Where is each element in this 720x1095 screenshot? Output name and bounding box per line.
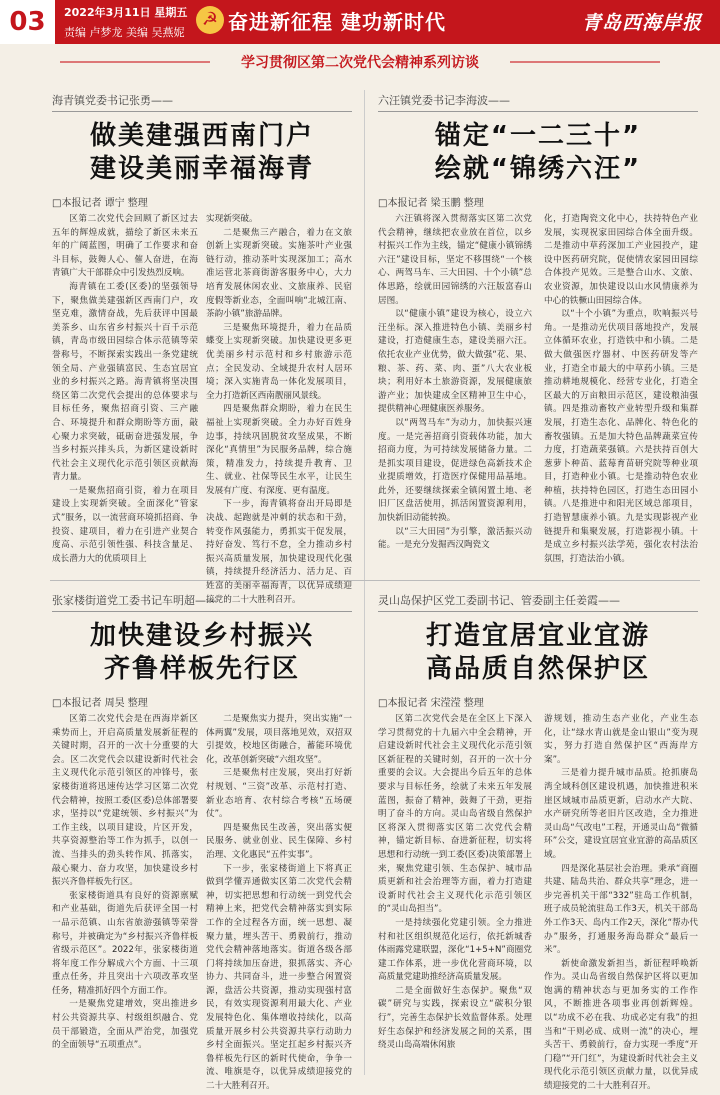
article-zhangjialou	[52, 592, 352, 1092]
body-column-2	[544, 213, 698, 566]
article-byline: □本报记者 宋滢滢 整理	[378, 698, 484, 709]
headline-line-1: 加快建设乡村振兴	[89, 621, 314, 651]
paragraph: 二是聚焦三产融合，着力在文旅创新上实现新突破。实施茶叶产业强链行动，推动茶叶实现深加工；高水准运营北茶商街游客服务中心，大力培育发展休闲农业、文旅康养、民宿度假等新业态，全面叫响“北城江南、茶韵小镇”旅游品牌。	[206, 227, 352, 320]
paragraph: 以“十个小镇”为重点，吹响振兴号角。一是推动光伏项目落地投产，发展立体循环农业，打造铁中和小镇。二是做大做强医疗器材、中医药研发等产业，打造全市最大的中草药小镇。三是推动耕地规模化、经营专业化，打造全区最大的万亩粮田示范区，建设粮油强镇。四是推动畜牧产业转型升级和集群发展，打造生态化、品牌化、特色化的畜牧强镇。五是加大特色品牌蔬菜宣传力度，打造蔬菜强镇。六是扶持百创大葱萝卜种苗、蓝莓育苗研究院等种业项目，打造种业小镇。七是推动特色农业种植，扶持特色园区，打造生态田园小镇。八是推进中和阳光区域总部项目，打造智慧康养小镇。九是实现影视产业链提升和集聚发展，打造影视小镇。十是成立乡村振兴法学苑，强化农村法治氛围，打造法治小镇。	[544, 309, 698, 564]
article-headline	[378, 120, 698, 186]
article-kicker: 灵山岛保护区党工委副书记、管委副主任姜霞——	[378, 592, 698, 612]
paragraph: 三是着力提升城市品质。抢抓赓岛湾全域科创区建设机遇，加快推进积米崖区域城市品质更新，启动水产大院、水产研究所等老旧片区改造，全力推进灵山岛“气改电”工程，开通灵山岛“微循环”公交，建设宜居宜业宜游的高品质区域。	[544, 768, 698, 860]
article-body	[52, 713, 352, 1094]
paragraph: 下一步，海青镇将奋出开局即是决战、起跑就是冲刺的状态和干劲，转变作风强能力，勇抓实干促发展，持好奋发、笃行不怠，全力推动乡村振兴高质量发展，加快建设现代化强镇，持续提升经济活力、活力足、百姓富的美丽幸福海青，以优异成绩迎接党的二十大胜利召开。	[206, 499, 352, 605]
article-kicker: 海青镇党委书记张勇——	[52, 92, 352, 112]
headline-line-1: 做美建强西南门户	[89, 121, 314, 151]
body-column-1	[52, 713, 198, 1094]
paragraph: 区第二次党代会是在西海岸新区乘势而上，开启高质量发展新征程的关键时期，召开的一次十分重要的大会。区二次党代会以建设新时代社会主义现代化示范引领区的冲锋号，张家楼街道将迅速传达学习区第二次党代会精神，按照工委(区委)总体部署要求，坚持以“党建统领、乡村振兴”为工作主线，以项目建设，片区开发，共享资源整治等工作为抓手，以创一流、当排头的劲头转作风、抓落实，敲心聚力、奋力攻坚，加快建设乡村振兴齐鲁样板先行区。	[52, 714, 198, 888]
paragraph: 六汪镇将深入贯彻落实区第二次党代会精神，继续把农业放在首位，以乡村振兴工作为主线，锚定“健康小镇锦绣六汪”建设目标，坚定不移围绕“一个核心、两驾马车、三大田园、十个小镇”总体思路，绘就田园锦绣的六汪版富春山居图。	[378, 214, 532, 306]
paragraph: 一是聚焦招商引资，着力在项目建设上实现新突破。全面深化“管家式”服务，以一流营商环境抓招商、争投资、建项目，着力在引进产业契合度高、示范引领性强、科技含量足、成长潜力大的优质项目上	[52, 485, 198, 564]
article-body	[52, 213, 352, 607]
paragraph: 二是全面做好生态保护。聚焦“双碳”研究与实践，探索设立“碳积分银行”，完善生态保护长效监督体系。处理好生态保护和经济发展之间的关系，围绕灵山岛高端休闲旅	[378, 985, 532, 1051]
paragraph: 一是聚焦党建增效，突出推进乡村公共资源共享、村级组织融合、党员干部锻造，全面从严治党，加强党的全面领导“五项重点”。	[52, 999, 198, 1051]
headline-line-1: 打造宜居宜业宜游	[425, 621, 650, 651]
body-column-2	[206, 713, 352, 1094]
article-byline: □本报记者 谭宁 整理	[52, 198, 148, 209]
headline-line-2: 建设美丽幸福海青	[89, 154, 314, 184]
article-headline	[52, 620, 352, 686]
series-line-right	[510, 61, 660, 63]
body-column-1	[378, 713, 532, 1094]
page-number: 03	[0, 0, 58, 44]
article-kicker: 张家楼街道党工委书记车明超——	[52, 592, 352, 612]
paragraph: 四是深化基层社会治理。秉承“商圈共建、陆岛共治、群众共享”理念，进一步完善机关干部“332”驻岛工作机制，班子成员轮流驻岛工作3天，机关干部岛外工作3天、岛内工作2天，深化“帮办代办”服务，打通服务海岛群众“最后一米”。	[544, 863, 698, 956]
article-headline	[378, 620, 698, 686]
body-column-1	[378, 213, 532, 566]
paragraph: 以“三大田园”为引擎，激活振兴动能。一是充分发掘西汉陶瓷文	[378, 526, 532, 551]
newspaper-logo: 青岛西海岸报	[581, 12, 702, 34]
headline-line-2: 高品质自然保护区	[425, 654, 650, 684]
paragraph: 以“两驾马车”为动力，加快振兴速度。一是完善招商引资载体功能，加大招商力度，为可持续发展储备力量。二是抓实项目建设，促进绿色高新技术企业提质增效，打造医疗保健用品基地。此外，还要继续探索全镇闲置土地、老旧厂区盘活使用，抓活闲置资源利用，加快新旧动能转换。	[378, 417, 532, 524]
article-body	[378, 713, 698, 1094]
paragraph: 化，打造陶瓷文化中心，扶持特色产业发展，实现祝家田园综合体全面升级。二是推动中草药深加工产业园投产，建设中医药研究院，促使情农家园田园综合体投产见效。三是整合山水、文旅、农业资源，加快建设以山水风情康养为中心的铁橛山田园综合体。	[544, 214, 698, 306]
body-column-2	[206, 213, 352, 607]
paragraph: 下一步，张家楼街道上下将真正做到学懂弄通做实区第二次党代会精神，切实把思想和行动统一到党代会精神上来，把党代会精神落实到实际工作的全过程各方面，统一思想、凝聚力量，埋头苦干、勇毅前行，推动党代会精神落地落实。街道各级各部门将持续加压奋进，狠抓落实、齐心协力、共同奋斗，进一步整合闲置资源，盘活公共资源，推动实现强村富民，有效实现资源利用最大化、产业发展特色化、集体增收持续化，以高质量开展乡村公共资源共享行动助力乡村全面振兴。坚定扛起乡村振兴齐鲁样板先行区的新时代使命，争争一流、唯旗是夺，以优异成绩迎接党的二十大胜利召开。	[206, 863, 352, 1092]
article-byline: □本报记者 周昊 整理	[52, 698, 148, 709]
paragraph: 二是聚焦实力提升，突出实施“一体两翼”发展，项目落地见效，双招双引提效，校地区街融合，蓄能环境优化，改革创新突破“六组攻坚”。	[206, 714, 352, 765]
article-body	[378, 213, 698, 566]
paragraph: 一是持续强化党建引领。全力推进村和社区组织规范化运行，依托新城香体雨露党建联盟，深化“1+5+N”商圈党建工作体系，进一步优化营商环境，以高质量党建助推经济高质量发展。	[378, 917, 532, 983]
paragraph: 实现新突破。	[206, 214, 258, 224]
page-header	[0, 0, 720, 44]
body-column-2	[544, 713, 698, 1094]
page-slogan: 奋进新征程 建功新时代	[228, 10, 446, 34]
issue-date: 2022年3月11日 星期五	[64, 6, 188, 19]
article-lingshandao	[378, 592, 698, 1092]
series-title: 学习贯彻区第二次党代会精神系列访谈	[241, 55, 479, 71]
paragraph: 四是聚焦群众期盼，着力在民生福祉上实现新突破。全力办好百姓身边事，持续巩固脱贫攻坚成果，不断深化“真情里”为民服务品牌，综合施策，精准发力，持续提升教育、卫生、就业、社保等民生水平，让民生发展有广度、有深度、更有温度。	[206, 404, 352, 496]
paragraph: 张家楼街道具有良好的资源禀赋和产业基础，街道先后获评全国一村一品示范镇、山东省旅游强镇等荣誉称号，并被确定为“乡村振兴齐鲁样板省级示范区”。2022年，张家楼街道将年度工作分解成六个方面、十三项重点任务，并且突出十六项改革攻坚任务，精准抓好四个方面工作。	[52, 890, 198, 996]
paragraph: 以“健康小镇”建设为核心，设立六汪坐标。深入推进特色小镇、美丽乡村建设，打造健康生态，建设美丽六汪。依托农业产业优势，做大做强“花、果、粮、茶、药、菜、肉、蛋”八大农业板块；利用好本土旅游资源，发展健康旅游产业；加快建成全区精神卫生中心，提供精神心理健康医养服务。	[378, 309, 532, 415]
paragraph: 区第二次党代会是在全区上下深入学习贯彻党的十九届六中全会精神，开启建设新时代社会主义现代化示范引领区新征程的关键时刻，召开的一次十分重要的会议。大会提出今后五年的总体要求与目标任务，绘就了未来五年发展蓝图，振奋了精神，鼓舞了干劲，更指明了奋斗的方向。灵山岛省级自然保护区将深入贯彻落实区第二次党代会精神，锚定新目标、奋进新征程，切实将思想和行动统一到工委(区委)决策部署上来，聚焦党建引领、生态保护、城市品质更新和社会治理等方面，着力打造建设新时代社会主义现代化示范引领区的“灵山岛担当”。	[378, 714, 532, 915]
paragraph: 游规划，推动生态产业化，产业生态化，让“绿水青山就是金山银山”变为现实，努力打造自然保护区“西海岸方案”。	[544, 714, 698, 765]
paragraph: 区第二次党代会回顾了新区过去五年的辉煌成就，描绘了新区未来五年的广阔蓝图，明确了工作要求和奋斗目标，鼓舞人心、催人奋进，在海青镇广大干部群众中引发热烈反响。	[52, 214, 198, 279]
paragraph: 三是聚焦村庄发展，突出打好新村规划、“三资”改革、示范村打造、新业态培育、农村综合考核“五场硬仗”。	[206, 768, 352, 820]
body-column-1	[52, 213, 198, 607]
article-liuwang	[378, 92, 698, 572]
paragraph: 新使命激发新担当，新征程呼唤新作为。灵山岛省级自然保护区将以更加饱满的精神状态与更加务实的工作作风，不断推进各项事业再创新辉煌。以“功成不必在我、功成必定有我”的担当和“干则必成、成则一流”的决心，埋头苦干、勇毅前行，奋力实现一季度“开门稳”“开门红”，为建设新时代社会主义现代化示范引领区贡献力量，以优异成绩迎接党的二十大胜利召开。	[544, 958, 698, 1092]
party-emblem-icon: ☭	[196, 6, 224, 34]
article-byline: □本报记者 梁玉鹏 整理	[378, 198, 484, 209]
paragraph: 四是聚焦民生改善，突出落实便民服务、就业创业、民生保障、乡村治理、文化惠民“五件实事”。	[206, 822, 352, 860]
headline-line-1: 锚定“一二三十”	[434, 121, 642, 151]
paragraph: 三是聚焦环境提升，着力在品质蝶变上实现新突破。加快建设更多更优美丽乡村示范村和乡村旅游示范点；全民发动、全域提升农村人居环境；深入实施青岛一体化发展项目，全力打造新区西南靓丽风景线。	[206, 322, 352, 401]
article-headline	[52, 120, 352, 186]
column-divider	[364, 90, 365, 1075]
headline-line-2: 齐鲁样板先行区	[103, 654, 300, 684]
editor-credits: 责编 卢梦龙 美编 吴燕妮	[64, 26, 185, 39]
article-kicker: 六汪镇党委书记李海波——	[378, 92, 698, 112]
headline-line-2: 绘就“锦绣六汪”	[434, 154, 642, 184]
paragraph: 海青镇在工委(区委)的坚强领导下，聚焦做美建强新区西南门户，攻坚克难，激情奋战，先后获评中国最美茶乡、山东省乡村振兴十百千示范镇，青岛市级田园综合体示范镇等荣誉称号，不断探索实践出一条党建统领全局、产业强镇富民、生态宜居宜业的乡村振兴之路。海青镇将坚决围绕区第二次党代会提出的总体要求与目标任务，聚焦招商引资、三产融合、环境提升和群众期盼等方面，敲心聚力求突破，砥砺奋进强发展，争当乡村振兴排头兵，为新区建设新时代社会主义现代化示范引领区贡献海青力量。	[52, 281, 198, 483]
